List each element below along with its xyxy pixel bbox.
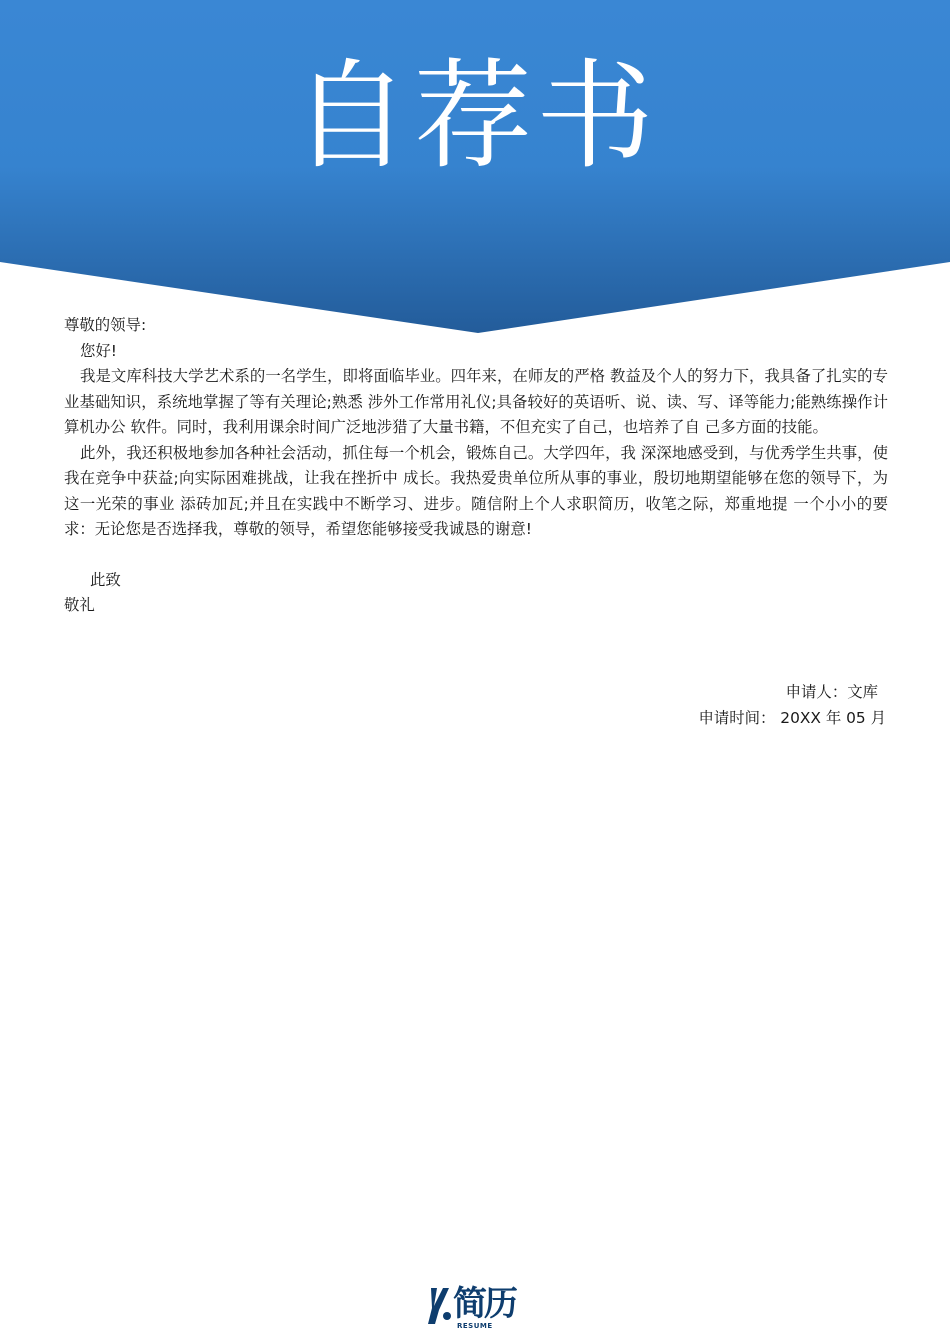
page-title: 自荐书 [291,47,658,185]
logo-figure-icon [425,1284,455,1328]
letter-salutation: 尊敬的领导: [64,316,147,334]
logo-subtext: RESUME [457,1322,493,1330]
applicant-name: 申请人：文库 [785,683,878,701]
letter-body [64,313,888,619]
logo-text: 简历 [453,1284,515,1324]
footer-logo [425,1284,520,1336]
letter-closing-line2: 敬礼 [64,596,95,614]
letter-paragraph-1: 我是文库科技大学艺术系的一名学生，即将面临毕业。四年来，在师友的严格 教益及个人的努力下，我具备了扎实的专业基础知识，系统地掌握了等有关理论;熟悉 涉外工作常用礼仪;具备较好的英语听、说、读、写、译等能力;能熟练操作计算机办公 软件。同时，我利用课余时间广泛地涉猎了大量书籍，不但充实了自己，也培养了自 己多方面的技能。 [64,367,888,436]
application-date: 申请时间： 20XX 年 05 月 [698,708,886,727]
letter-closing-line1: 此致 [90,570,121,589]
header-band [0,0,950,335]
signature-block [698,680,886,731]
letter-greeting: 您好! [80,341,117,360]
letter-paragraph-2: 此外，我还积极地参加各种社会活动，抓住每一个机会，锻炼自己。大学四年，我 深深地感受到，与优秀学生共事，使我在竞争中获益;向实际困难挑战，让我在挫折中 成长。我热爱贵单位所从事的事业，殷切地期望能够在您的领导下，为这一光荣的事业 添砖加瓦;并且在实践中不断学习、进步。随信附上个人求职简历，收笔之际，郑重地提 一个小小的要求：无论您是否选择我，尊敬的领导，希望您能够接受我诚恳的谢意! [64,443,888,538]
